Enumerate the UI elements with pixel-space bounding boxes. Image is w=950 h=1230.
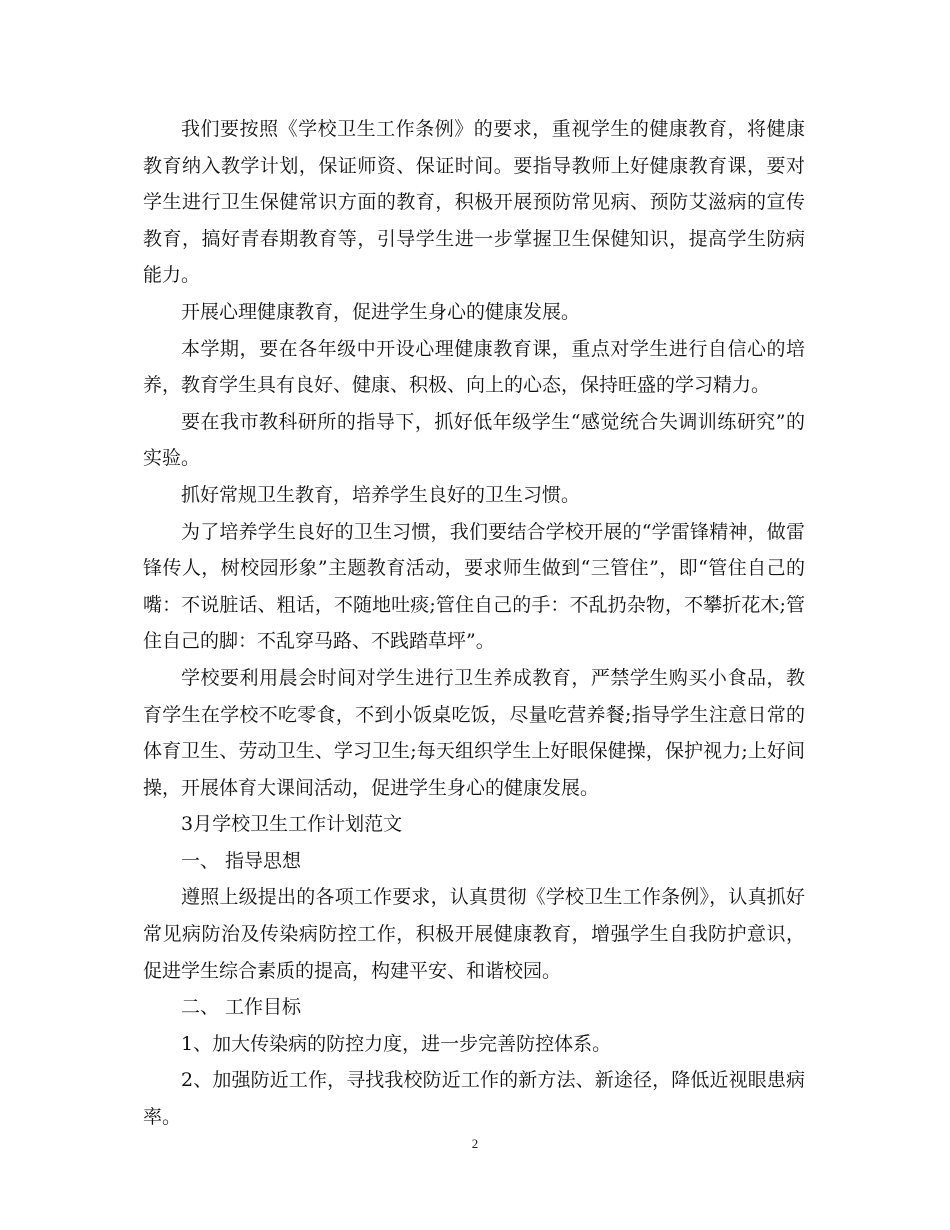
- paragraph-health-education: 我们要按照《学校卫生工作条例》的要求，重视学生的健康教育，将健康教育纳入教学计划，保证师资、保证时间。要指导教师上好健康教育课，要对学生进行卫生保健常识方面的教育，积极开展预防常见病、预防艾滋病的宣传教育，搞好青春期教育等，引导学生进一步掌握卫生保健知识，提高学生防病能力。: [143, 118, 805, 287]
- page-number: 2: [471, 1136, 479, 1151]
- list-item-goal-1: 1、加大传染病的防控力度，进一步完善防控体系。: [181, 1032, 612, 1055]
- list-item-goal-2: 2、加强防近工作，寻找我校防近工作的新方法、新途径，降低近视眼患病率。: [143, 1069, 805, 1129]
- heading-work-goals: 二、 工作目标: [181, 996, 302, 1019]
- paragraph-morning-meeting: 学校要利用晨会时间对学生进行卫生养成教育，严禁学生购买小食品，教育学生在学校不吃零食，不到小饭桌吃饭，尽量吃营养餐;指导学生注意日常的体育卫生、劳动卫生、学习卫生;每天组织学生上好眼保健操，保护视力;上好间操，开展体育大课间活动，促进学生身心的健康发展。: [143, 666, 805, 799]
- paragraph-sensory-integration: 要在我市教科研所的指导下，抓好低年级学生“感觉统合失调训练研究”的实验。: [143, 410, 805, 470]
- section-title: 3月学校卫生工作计划范文: [181, 813, 403, 836]
- paragraph-three-controls: 为了培养学生良好的卫生习惯，我们要结合学校开展的“学雷锋精神，做雷锋传人，树校园形象”主题教育活动，要求师生做到“三管住”，即“管住自己的嘴：不说脏话、粗话，不随地吐痰;管住自己的手：不乱扔杂物，不攀折花木;管住自己的脚：不乱穿马路、不践踏草坪”。: [143, 520, 805, 653]
- paragraph-guiding-ideology: 遵照上级提出的各项工作要求，认真贯彻《学校卫生工作条例》，认真抓好常见病防治及传染病防控工作，积极开展健康教育，增强学生自我防护意识，促进学生综合素质的提高，构建平安、和谐校园。: [143, 886, 805, 982]
- paragraph-mental-health-course: 本学期，要在各年级中开设心理健康教育课，重点对学生进行自信心的培养，教育学生具有良好、健康、积极、向上的心态，保持旺盛的学习精力。: [143, 337, 805, 397]
- heading-guiding-ideology: 一、 指导思想: [181, 849, 302, 872]
- paragraph-hygiene-habits-heading: 抓好常规卫生教育，培养学生良好的卫生习惯。: [181, 483, 581, 506]
- document-body: [143, 111, 805, 1136]
- paragraph-mental-health-heading: 开展心理健康教育，促进学生身心的健康发展。: [181, 300, 581, 323]
